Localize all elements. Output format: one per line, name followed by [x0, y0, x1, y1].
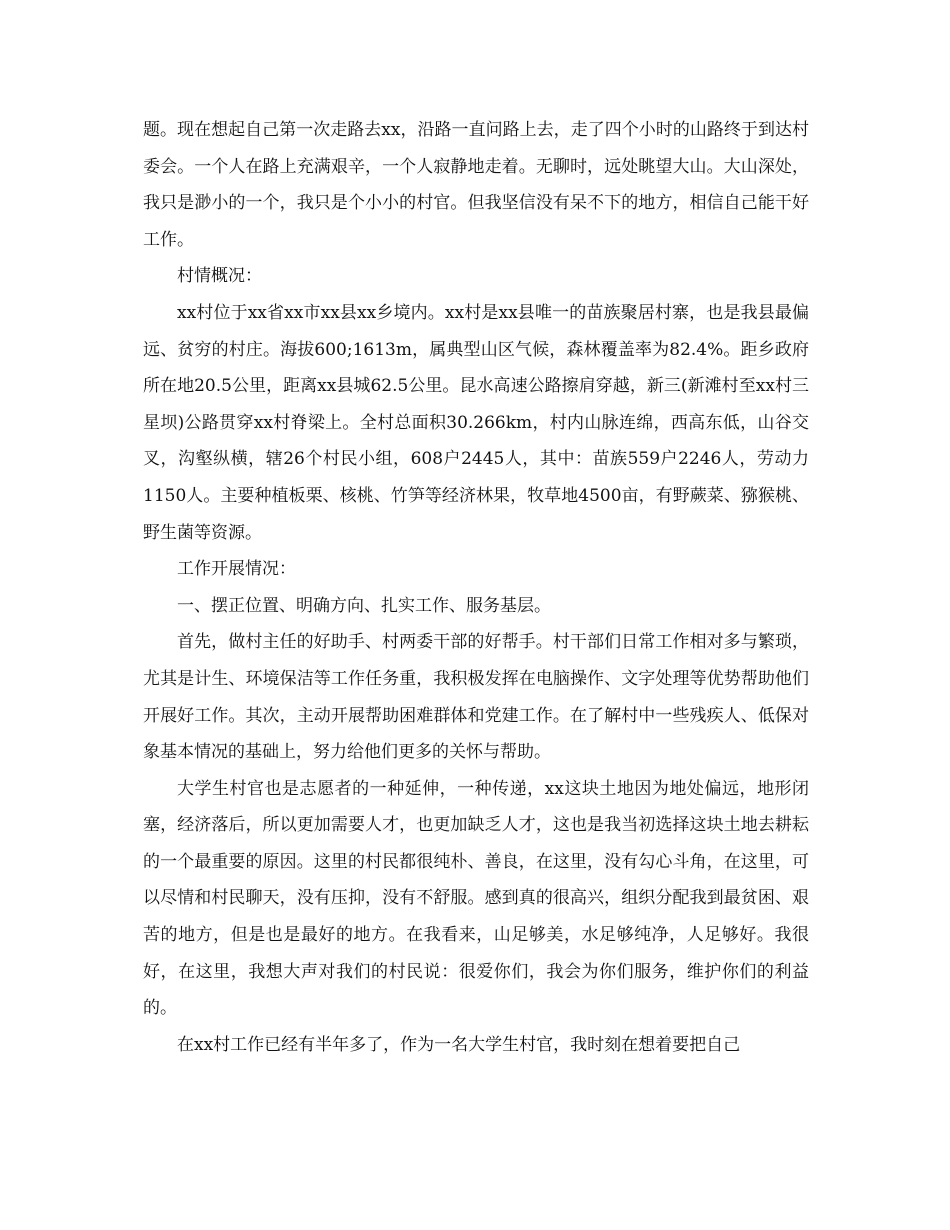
paragraph-assist-cadres: 首先，做村主任的好助手、村两委干部的好帮手。村干部们日常工作相对多与繁琐，尤其是计生、环境保洁等工作任务重，我积极发挥在电脑操作、文字处理等优势帮助他们开展好工作。其次，主动开展帮助困难群体和党建工作。在了解村中一些残疾人、低保对象基本情况的基础上，努力给他们更多的关怀与帮助。 [143, 632, 809, 763]
heading-section-one: 一、摆正位置、明确方向、扎实工作、服务基层。 [177, 595, 551, 616]
paragraph-village-overview: xx村位于xx省xx市xx县xx乡境内。xx村是xx县唯一的苗族聚居村寨，也是我县最偏远、贫穷的村庄。海拔600;1613m，属典型山区气候，森林覆盖率为82.4%。距乡政府所在地20.5公里，距离xx县城62.5公里。昆水高速公路擦肩穿越，新三(新滩村至xx村三星坝)公路贯穿xx村脊梁上。全村总面积30.266km，村内山脉连绵，西高东低，山谷交叉，沟壑纵横，辖26个村民小组，608户2445人，其中：苗族559户2246人，劳动力1150人。主要种植板栗、核桃、竹笋等经济林果，牧草地4500亩，有野蕨菜、猕猴桃、野生菌等资源。 [143, 302, 809, 543]
heading-work-progress: 工作开展情况： [177, 559, 296, 580]
paragraph-intro-continued: 题。现在想起自己第一次走路去xx，沿路一直问路上去，走了四个小时的山路终于到达村委会。一个人在路上充满艰辛，一个人寂静地走着。无聊时，远处眺望大山。大山深处，我只是渺小的一个，我只是个小小的村官。但我坚信没有呆不下的地方，相信自己能干好工作。 [143, 120, 809, 250]
paragraph-volunteer-extension: 大学生村官也是志愿者的一种延伸，一种传递，xx这块土地因为地处偏远，地形闭塞，经济落后，所以更加需要人才，也更加缺乏人才，这也是我当初选择这块土地去耕耘的一个最重要的原因。这里的村民都很纯朴、善良，在这里，没有勾心斗角，在这里，可以尽情和村民聊天，没有压抑，没有不舒服。感到真的很高兴，组织分配我到最贫困、艰苦的地方，但是也是最好的地方。在我看来，山足够美，水足够纯净，人足够好。我很好，在这里，我想大声对我们的村民说：很爱你们，我会为你们服务，维护你们的利益的。 [143, 778, 809, 1019]
paragraph-half-year-work: 在xx村工作已经有半年多了，作为一名大学生村官，我时刻在想着要把自己 [177, 1034, 741, 1055]
document-page [143, 112, 809, 1063]
heading-village-overview: 村情概况： [177, 266, 262, 287]
